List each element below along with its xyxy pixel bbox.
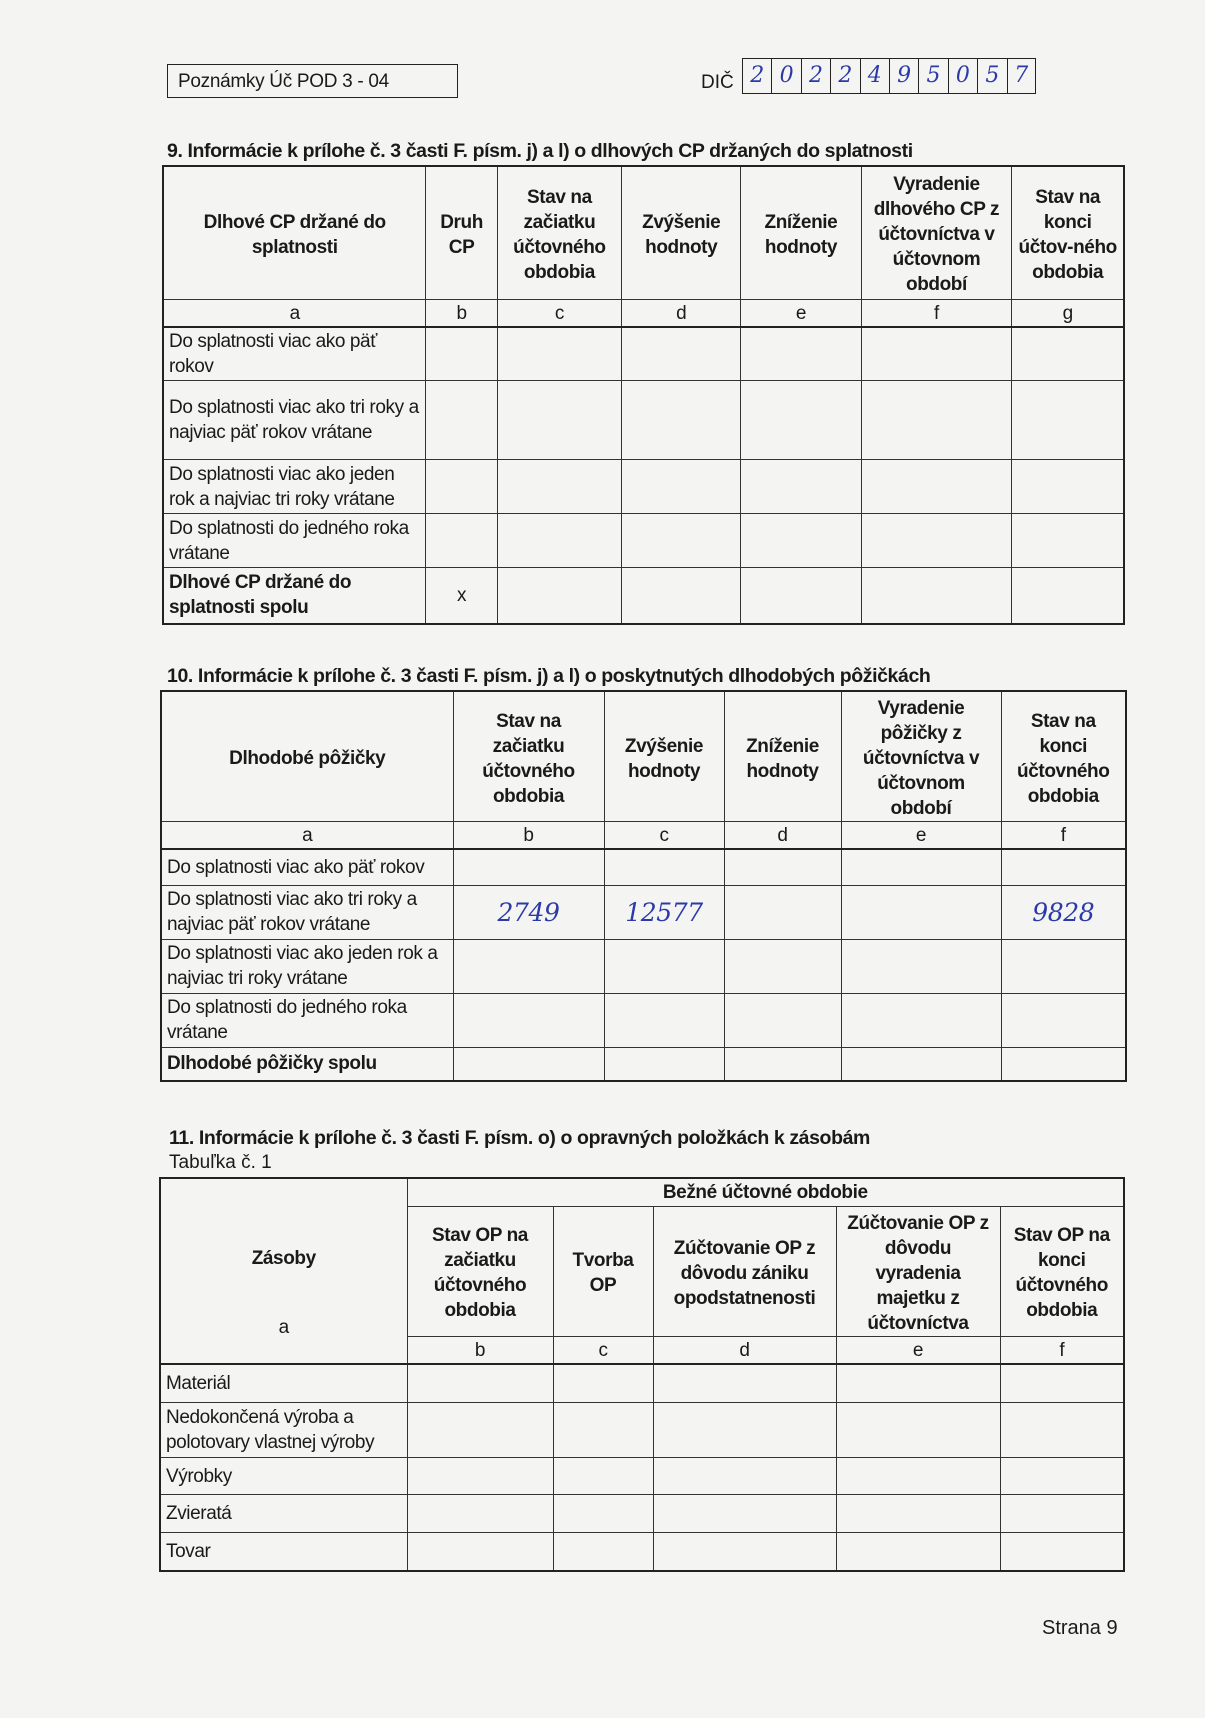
- s9-cell[interactable]: [1012, 381, 1124, 460]
- s9-letter: d: [622, 299, 741, 327]
- s11-head-b: Stav OP na začiatku účtovného obdobia: [407, 1206, 553, 1336]
- s10-head-b: Stav na začiatku účtovného obdobia: [453, 691, 604, 822]
- s10-row-label: Do splatnosti viac ako tri roky a najviac päť rokov vrátane: [161, 885, 453, 939]
- s11-group-head: Bežné účtovné obdobie: [407, 1178, 1124, 1206]
- s9-cell[interactable]: [1012, 460, 1124, 514]
- dic-digit[interactable]: 4: [860, 58, 889, 94]
- dic-label: DIČ: [701, 72, 734, 93]
- s9-cell[interactable]: [741, 327, 861, 381]
- s10-cell[interactable]: [1001, 1047, 1126, 1081]
- s11-cell[interactable]: [1000, 1533, 1124, 1571]
- s9-cell[interactable]: [426, 327, 497, 381]
- s10-cell[interactable]: [841, 1047, 1001, 1081]
- s9-head-f: Vyradenie dlhového CP z účtovníctva v účtovnom období: [861, 166, 1012, 299]
- dic-digit[interactable]: 0: [948, 58, 977, 94]
- s10-letter: b: [453, 822, 604, 850]
- s9-letter: a: [163, 299, 426, 327]
- s10-cell[interactable]: [724, 993, 841, 1047]
- form-code-box: Poznámky Úč POD 3 - 04: [167, 64, 458, 98]
- s11-cell[interactable]: [1000, 1364, 1124, 1403]
- s11-cell[interactable]: [1000, 1458, 1124, 1495]
- s11-cell[interactable]: [836, 1458, 1000, 1495]
- dic-digit[interactable]: 5: [977, 58, 1006, 94]
- s9-cell[interactable]: [861, 514, 1012, 568]
- s11-head-a: [160, 1178, 407, 1364]
- s11-cell[interactable]: [836, 1495, 1000, 1533]
- s9-letter: b: [426, 299, 497, 327]
- s11-letter: b: [407, 1336, 553, 1364]
- s9-cell[interactable]: [741, 460, 861, 514]
- s9-cell[interactable]: [1012, 327, 1124, 381]
- s11-cell[interactable]: [407, 1533, 553, 1571]
- dic-digit[interactable]: 2: [830, 58, 859, 94]
- s10-row-label: Do splatnosti do jedného roka vrátane: [161, 993, 453, 1047]
- s10-cell[interactable]: [841, 849, 1001, 885]
- s9-cell[interactable]: [497, 460, 621, 514]
- s11-row-label: Tovar: [160, 1533, 407, 1571]
- s10-cell[interactable]: [1001, 849, 1126, 885]
- s10-cell[interactable]: [453, 939, 604, 993]
- s10-cell[interactable]: [604, 849, 724, 885]
- dic-field[interactable]: [742, 58, 1036, 94]
- s9-cell[interactable]: [426, 460, 497, 514]
- s10-letter: c: [604, 822, 724, 850]
- s11-cell[interactable]: [407, 1458, 553, 1495]
- s11-cell[interactable]: [407, 1495, 553, 1533]
- s11-row-label: Materiál: [160, 1364, 407, 1403]
- s10-cell[interactable]: [453, 993, 604, 1047]
- s11-cell[interactable]: [407, 1364, 553, 1403]
- s10-cell[interactable]: [604, 993, 724, 1047]
- s10-row-label: Do splatnosti viac ako jeden rok a najviac tri roky vrátane: [161, 939, 453, 993]
- s9-cell[interactable]: [497, 381, 621, 460]
- s10-cell[interactable]: [724, 885, 841, 939]
- s11-letter: d: [653, 1336, 836, 1364]
- s11-head-d: Zúčtovanie OP z dôvodu zániku opodstatnenosti: [653, 1206, 836, 1336]
- s9-head-c: Stav na začiatku účtovného obdobia: [497, 166, 621, 299]
- s9-letter: c: [497, 299, 621, 327]
- section11-table: [159, 1177, 1125, 1572]
- s11-cell[interactable]: [553, 1458, 653, 1495]
- section9-table: [162, 165, 1125, 625]
- s10-head-c: Zvýšenie hodnoty: [604, 691, 724, 822]
- s10-cell[interactable]: [841, 939, 1001, 993]
- s9-letter: e: [741, 299, 861, 327]
- s9-head-b: Druh CP: [426, 166, 497, 299]
- s10-letter: d: [724, 822, 841, 850]
- s11-cell[interactable]: [836, 1364, 1000, 1403]
- s11-head-f: Stav OP na konci účtovného obdobia: [1000, 1206, 1124, 1336]
- s10-head-d: Zníženie hodnoty: [724, 691, 841, 822]
- s9-cell[interactable]: [622, 460, 741, 514]
- s11-letter: e: [836, 1336, 1000, 1364]
- s9-head-g: Stav na konci účtov-ného obdobia: [1012, 166, 1124, 299]
- s11-cell[interactable]: [653, 1458, 836, 1495]
- s9-letter: f: [861, 299, 1012, 327]
- s11-head-e: Zúčtovanie OP z dôvodu vyradenia majetku z účtovníctva: [836, 1206, 1000, 1336]
- s9-cell[interactable]: [1012, 568, 1124, 624]
- section10-table: [160, 690, 1127, 1082]
- s9-cell[interactable]: [861, 460, 1012, 514]
- s10-cell[interactable]: [1001, 993, 1126, 1047]
- dic-digit[interactable]: 2: [742, 58, 771, 94]
- dic-digit[interactable]: 0: [771, 58, 800, 94]
- s11-cell[interactable]: [1000, 1403, 1124, 1458]
- s9-row-label: Do splatnosti viac ako tri roky a najviac päť rokov vrátane: [163, 381, 426, 460]
- s9-cell[interactable]: [861, 568, 1012, 624]
- s10-head-e: Vyradenie pôžičky z účtovníctva v účtovnom období: [841, 691, 1001, 822]
- page-number: Strana 9: [1042, 1617, 1118, 1639]
- s10-cell-handwritten[interactable]: 12577: [604, 885, 724, 939]
- s9-cell: x: [426, 568, 497, 624]
- s10-cell[interactable]: [841, 993, 1001, 1047]
- dic-digit[interactable]: 2: [801, 58, 830, 94]
- s11-cell[interactable]: [653, 1495, 836, 1533]
- s10-letter: a: [161, 822, 453, 850]
- s9-total-label: Dlhové CP držané do splatnosti spolu: [163, 568, 426, 624]
- s10-cell[interactable]: [604, 1047, 724, 1081]
- dic-digit[interactable]: 5: [918, 58, 947, 94]
- s11-cell[interactable]: [553, 1533, 653, 1571]
- s11-cell[interactable]: [553, 1495, 653, 1533]
- s9-head-d: Zvýšenie hodnoty: [622, 166, 741, 299]
- s11-cell[interactable]: [407, 1403, 553, 1458]
- s11-cell[interactable]: [653, 1364, 836, 1403]
- s11-cell[interactable]: [836, 1533, 1000, 1571]
- s9-cell[interactable]: [497, 327, 621, 381]
- s11-row-label: Nedokončená výroba a polotovary vlastnej výroby: [160, 1403, 407, 1458]
- s10-cell[interactable]: [841, 885, 1001, 939]
- s9-cell[interactable]: [741, 514, 861, 568]
- s9-head-a: Dlhové CP držané do splatnosti: [163, 166, 426, 299]
- s9-cell[interactable]: [622, 514, 741, 568]
- s10-head-a: Dlhodobé pôžičky: [161, 691, 453, 822]
- s11-cell[interactable]: [653, 1403, 836, 1458]
- s10-head-f: Stav na konci účtovného obdobia: [1001, 691, 1126, 822]
- s10-letter: f: [1001, 822, 1126, 850]
- s10-cell[interactable]: [724, 1047, 841, 1081]
- s11-letter: c: [553, 1336, 653, 1364]
- s10-cell-handwritten[interactable]: 2749: [453, 885, 604, 939]
- s9-row-label: Do splatnosti do jedného roka vrátane: [163, 514, 426, 568]
- section11-title: 11. Informácie k prílohe č. 3 časti F. písm. o) o opravných položkách k zásobám: [169, 1127, 870, 1149]
- s9-cell[interactable]: [497, 514, 621, 568]
- s11-letter: f: [1000, 1336, 1124, 1364]
- s9-cell[interactable]: [622, 327, 741, 381]
- s9-row-label: Do splatnosti viac ako jeden rok a najviac tri roky vrátane: [163, 460, 426, 514]
- s11-cell[interactable]: [1000, 1495, 1124, 1533]
- s11-row-label: Výrobky: [160, 1458, 407, 1495]
- s9-cell[interactable]: [497, 568, 621, 624]
- s10-total-label: Dlhodobé pôžičky spolu: [161, 1047, 453, 1081]
- s9-cell[interactable]: [861, 381, 1012, 460]
- s11-head-c: Tvorba OP: [553, 1206, 653, 1336]
- s9-cell[interactable]: [622, 568, 741, 624]
- s10-cell[interactable]: [724, 939, 841, 993]
- s11-letter: a: [278, 1316, 289, 1338]
- s11-cell[interactable]: [653, 1533, 836, 1571]
- s10-cell[interactable]: [1001, 939, 1126, 993]
- s10-cell[interactable]: [724, 849, 841, 885]
- s9-cell[interactable]: [426, 514, 497, 568]
- s11-cell[interactable]: [553, 1364, 653, 1403]
- s9-letter: g: [1012, 299, 1124, 327]
- s11-row-label: Zvieratá: [160, 1495, 407, 1533]
- s9-row-label: Do splatnosti viac ako päť rokov: [163, 327, 426, 381]
- section10-title: 10. Informácie k prílohe č. 3 časti F. písm. j) a l) o poskytnutých dlhodobých pôžičkách: [167, 665, 931, 687]
- s10-cell[interactable]: [453, 1047, 604, 1081]
- s11-cell[interactable]: [836, 1403, 1000, 1458]
- s11-cell[interactable]: [553, 1403, 653, 1458]
- s9-cell[interactable]: [861, 327, 1012, 381]
- section9-title: 9. Informácie k prílohe č. 3 časti F. písm. j) a l) o dlhových CP držaných do splatnosti: [167, 140, 913, 162]
- s10-cell-handwritten[interactable]: 9828: [1001, 885, 1126, 939]
- section11-subtitle: Tabuľka č. 1: [169, 1152, 272, 1173]
- dic-digit[interactable]: 9: [889, 58, 918, 94]
- dic-digit[interactable]: 7: [1007, 58, 1036, 94]
- s10-cell[interactable]: [604, 939, 724, 993]
- s9-head-e: Zníženie hodnoty: [741, 166, 861, 299]
- s10-letter: e: [841, 822, 1001, 850]
- s9-cell[interactable]: [741, 568, 861, 624]
- s11-head-a-text: Zásoby: [251, 1247, 316, 1269]
- s9-cell[interactable]: [1012, 514, 1124, 568]
- s9-cell[interactable]: [426, 381, 497, 460]
- s9-cell[interactable]: [741, 381, 861, 460]
- s10-row-label: Do splatnosti viac ako päť rokov: [161, 849, 453, 885]
- s9-cell[interactable]: [622, 381, 741, 460]
- s10-cell[interactable]: [453, 849, 604, 885]
